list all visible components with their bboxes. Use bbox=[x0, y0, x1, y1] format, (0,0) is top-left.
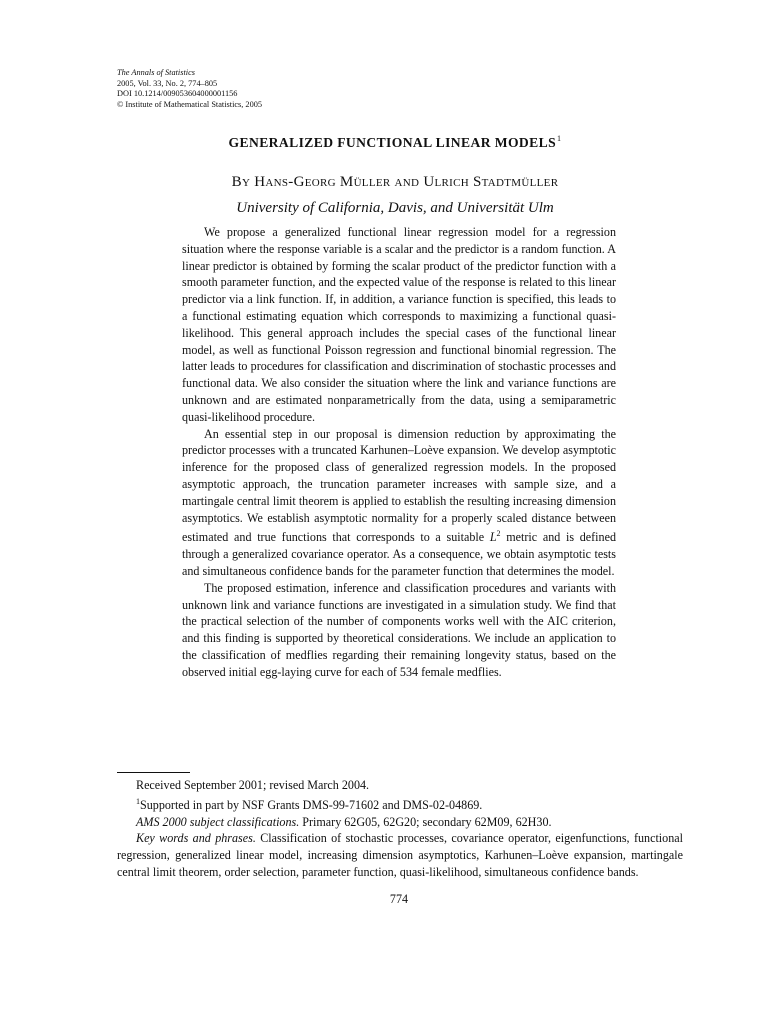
journal-volume: 2005, Vol. 33, No. 2, 774–805 bbox=[117, 78, 218, 88]
footnotes bbox=[117, 777, 683, 881]
footnote-ams-text: Primary 62G05, 62G20; secondary 62M09, 62H30. bbox=[299, 814, 552, 829]
footnote-support-text: Supported in part by NSF Grants DMS-99-71602 and DMS-02-04869. bbox=[140, 797, 483, 812]
journal-doi: DOI 10.1214/009053604000001156 bbox=[117, 89, 238, 98]
journal-name: The Annals of Statistics bbox=[117, 68, 195, 77]
journal-info bbox=[117, 68, 262, 110]
paper-authors: By Hans-Georg Müller and Ulrich Stadtmüller bbox=[231, 174, 559, 190]
abstract-paragraph-1: We propose a generalized functional linear regression model for a regression situation where the response variable is a scalar and the predictor is a random function. A linear predictor is obtained by forming the scalar product of the predictor function with a smooth parameter function, and the expected value of the response is related to this linear predictor via a link function. If, in addition, a variance function is specified, this leads to a functional estimating equation which corresponds to maximizing a functional quasi-likelihood. This general approach includes the special cases of the functional linear model, as well as functional Poisson regression and functional binomial regression. The latter leads to procedures for classification and discrimination of stochastic processes and functional data. We also consider the situation where the link and variance functions are unknown and are estimated nonparametrically from the data, using a semiparametric quasi-likelihood procedure. bbox=[182, 225, 616, 424]
paper-affiliation: University of California, Davis, and Universität Ulm bbox=[236, 200, 554, 216]
footnote-support bbox=[117, 794, 683, 814]
paper-title-text: GENERALIZED FUNCTIONAL LINEAR MODELS bbox=[228, 135, 557, 150]
footnote-ams-label: AMS 2000 subject classifications. bbox=[136, 814, 300, 829]
abstract bbox=[182, 224, 616, 681]
footnote-ams bbox=[117, 814, 683, 831]
footnote-rule bbox=[117, 772, 190, 773]
abstract-paragraph-3: The proposed estimation, inference and classification procedures and variants with unknown link and variance functions are investigated in a simulation study. We find that the practical selection of the number of components works well with the AIC criterion, and this finding is supported by theoretical considerations. We include an application to the classification of medflies regarding their remaining longevity status, based on the observed initial egg-laying curve for each of 534 female medflies. bbox=[182, 580, 616, 679]
abstract-paragraph-2-text-b: metric and is defined through a generalized covariance operator. As a consequence, we obtain asymptotic tests and simultaneous confidence bands for the parameter function that determines the model. bbox=[182, 530, 616, 578]
footnote-support-mark: 1 bbox=[136, 796, 140, 806]
paper-title bbox=[0, 134, 768, 151]
math-l-symbol: L bbox=[489, 530, 497, 545]
page-number: 774 bbox=[389, 892, 409, 906]
footnote-keywords bbox=[117, 830, 683, 880]
footnote-keywords-label: Key words and phrases. bbox=[136, 831, 256, 846]
abstract-paragraph-2-text-a: An essential step in our proposal is dimension reduction by approximating the predictor processes with a truncated Karhunen–Loève expansion. We develop asymptotic inference for the proposed class of generalized regression models. In the proposed asymptotic approach, the truncation parameter increases with sample size, and a martingale central limit theorem is applied to establish the resulting increasing dimension asymptotics. We establish asymptotic normality for a properly scaled distance between estimated and true functions that corresponds to a suitable bbox=[182, 426, 616, 545]
title-footnote-mark: 1 bbox=[557, 134, 562, 143]
footnote-keywords-text: Classification of stochastic processes, covariance operator, eigenfunctions, functional regression, generalized linear model, increasing dimension asymptotics, Karhunen–Loève expansion, martingale central limit theorem, order selection, parameter function, quasi-likelihood, simultaneous confidence bands. bbox=[117, 831, 683, 879]
footnote-received: Received September 2001; revised March 2004. bbox=[136, 778, 370, 792]
abstract-paragraph-2 bbox=[182, 426, 616, 580]
journal-copyright: © Institute of Mathematical Statistics, 2005 bbox=[117, 99, 263, 109]
math-l-exponent: 2 bbox=[496, 529, 501, 539]
